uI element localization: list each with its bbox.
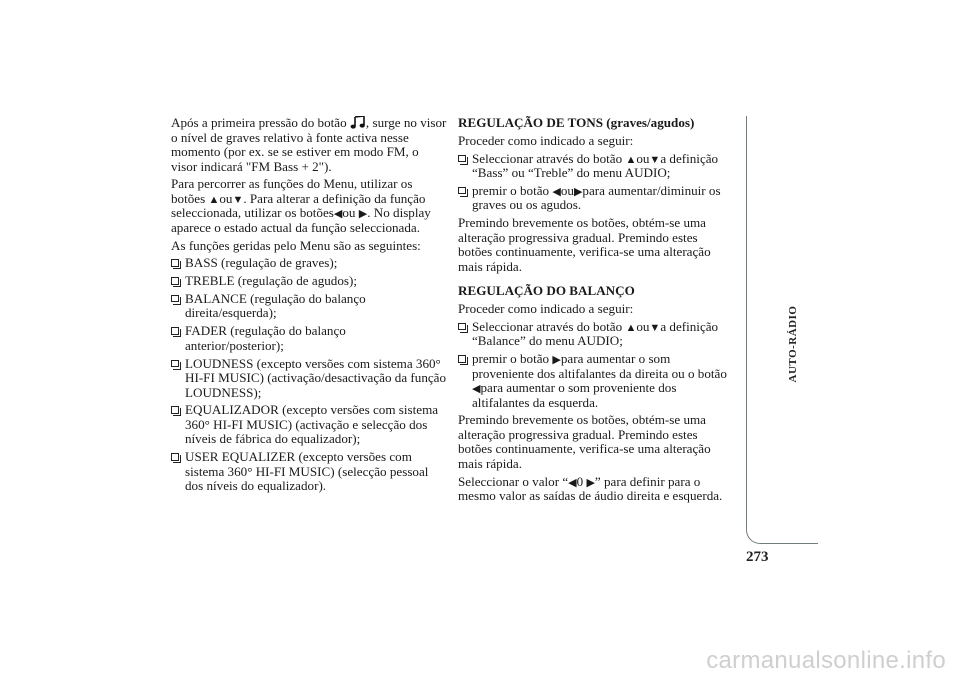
left-column bbox=[171, 116, 447, 497]
list-item-equalizador bbox=[171, 403, 447, 447]
list-item-loudness bbox=[171, 357, 447, 401]
section-heading-balanco: REGULAÇÃO DO BALANÇO bbox=[458, 283, 635, 299]
checkbox-bullet-icon bbox=[458, 355, 466, 363]
text-fragment: , surge no visor o nível de graves relativo à fonte activa nesse momento (por ex. se se estiver em modo FM, o visor indicará "FM Bass + 2"). bbox=[171, 115, 447, 174]
arrow-left-icon: ◀ bbox=[552, 185, 561, 198]
section-heading-tons: REGULAÇÃO DE TONS (graves/agudos) bbox=[458, 115, 695, 130]
list-item-text: BASS (regulação de graves); bbox=[185, 255, 338, 271]
checkbox-bullet-icon bbox=[458, 187, 466, 195]
music-note-icon bbox=[350, 116, 366, 129]
text-fragment: para aumentar o som proveniente dos altifalantes da esquerda. bbox=[472, 380, 677, 410]
arrow-up-icon: ▲ bbox=[208, 193, 220, 206]
page-number: 273 bbox=[746, 549, 769, 565]
section-side-label: AUTO-RÁDIO bbox=[787, 305, 799, 383]
text-fragment: ou bbox=[342, 205, 356, 221]
text-fragment: a definição “Balance” do menu AUDIO; bbox=[472, 318, 719, 349]
list-item-text: LOUDNESS (excepto versões com sistema 360° HI-FI MUSIC) (activação/desactivação da função LOUDNESS); bbox=[185, 355, 447, 400]
right-column bbox=[458, 116, 734, 507]
arrow-up-icon: ▲ bbox=[625, 321, 637, 334]
section-side-tab bbox=[746, 116, 818, 544]
balanco-zero-paragraph bbox=[458, 475, 734, 504]
list-item-text: TREBLE (regulação de agudos); bbox=[185, 273, 357, 289]
text-fragment: Para percorrer as funções do Menu, utilizar os botões bbox=[171, 176, 413, 206]
text-fragment: Seleccionar o valor “ bbox=[458, 473, 569, 489]
zero-value: 0 bbox=[576, 473, 584, 489]
arrow-left-icon: ◀ bbox=[472, 383, 481, 396]
text-fragment: premir o botão bbox=[472, 351, 550, 367]
arrow-down-icon: ▼ bbox=[232, 193, 244, 206]
checkbox-bullet-icon bbox=[171, 277, 179, 285]
arrow-right-icon: ▶ bbox=[358, 208, 368, 221]
arrow-right-icon: ▶ bbox=[586, 476, 595, 489]
text-fragment: ” para definir para o mesmo valor as saídas de áudio direita e esquerda. bbox=[458, 473, 723, 504]
text-fragment: Seleccionar através do botão bbox=[472, 318, 623, 334]
paragraph-functions-intro: As funções geridas pelo Menu são as seguintes: bbox=[171, 237, 421, 253]
text-fragment: . Para alterar a definição da função seleccionada, utilizar os botões bbox=[171, 190, 426, 221]
text-fragment: Seleccionar através do botão bbox=[472, 150, 623, 166]
arrow-left-icon: ◀ bbox=[333, 208, 343, 221]
text-fragment: ou bbox=[560, 182, 574, 198]
text-fragment: . No display aparece o estado actual da função seleccionada. bbox=[171, 205, 431, 235]
checkbox-bullet-icon bbox=[458, 155, 466, 163]
list-item-text: BALANCE (regulação do balanço direita/esquerda); bbox=[185, 290, 366, 321]
paragraph-first-press bbox=[171, 116, 447, 174]
arrow-right-icon: ▶ bbox=[573, 185, 583, 198]
list-item-text: FADER (regulação do balanço anterior/posterior); bbox=[185, 323, 346, 353]
list-item-treble bbox=[171, 274, 447, 289]
checkbox-bullet-icon bbox=[171, 453, 179, 461]
checkbox-bullet-icon bbox=[458, 323, 466, 331]
list-item-fader bbox=[171, 324, 447, 353]
text-fragment: para aumentar/diminuir os graves ou os agudos. bbox=[472, 182, 721, 213]
checkbox-bullet-icon bbox=[171, 360, 179, 368]
list-item-text: USER EQUALIZER (excepto versões com sistema 360° HI-FI MUSIC) (selecção pessoal dos níveis do equalizador). bbox=[185, 449, 429, 494]
tons-intro: Proceder como indicado a seguir: bbox=[458, 132, 634, 148]
list-item-bass bbox=[171, 256, 447, 271]
arrow-down-icon: ▼ bbox=[649, 153, 661, 166]
text-fragment: premir o botão bbox=[472, 182, 550, 198]
arrow-right-icon: ▶ bbox=[552, 354, 561, 367]
text-fragment: ou bbox=[219, 190, 233, 206]
balanco-intro: Proceder como indicado a seguir: bbox=[458, 300, 634, 316]
arrow-down-icon: ▼ bbox=[649, 321, 661, 334]
paragraph-menu-navigation bbox=[171, 177, 447, 235]
balanco-paragraph: Premindo brevemente os botões, obtém-se uma alteração progressiva gradual. Premindo estes botões continuamente, verifica-se uma alteração mais rápida. bbox=[458, 412, 711, 471]
tons-step-adjust bbox=[458, 184, 734, 213]
checkbox-bullet-icon bbox=[171, 327, 179, 335]
tons-paragraph: Premindo brevemente os botões, obtém-se uma alteração progressiva gradual. Premindo estes botões continuamente, verifica-se uma alteração mais rápida. bbox=[458, 215, 711, 274]
list-item-text: EQUALIZADOR (excepto versões com sistema 360° HI-FI MUSIC) (activação e selecção dos níveis de fábrica do equalizador); bbox=[185, 402, 439, 447]
arrow-left-icon: ◀ bbox=[568, 476, 577, 489]
list-item-balance bbox=[171, 292, 447, 321]
arrow-up-icon: ▲ bbox=[625, 153, 637, 166]
list-item-user-equalizer bbox=[171, 450, 447, 494]
checkbox-bullet-icon bbox=[171, 295, 179, 303]
text-fragment: ou bbox=[636, 150, 650, 166]
tons-step-select bbox=[458, 152, 734, 181]
text-fragment: a definição “Bass” ou “Treble” do menu AUDIO; bbox=[472, 150, 719, 181]
text-fragment: para aumentar o som proveniente dos altifalantes da direita ou o botão bbox=[472, 351, 727, 381]
balanco-step-adjust bbox=[458, 352, 734, 410]
text-fragment: Após a primeira pressão do botão bbox=[171, 115, 347, 130]
checkbox-bullet-icon bbox=[171, 406, 179, 414]
watermark: carmanualsonline.info bbox=[706, 647, 946, 674]
checkbox-bullet-icon bbox=[171, 259, 179, 267]
text-fragment: ou bbox=[636, 318, 650, 334]
balanco-step-select bbox=[458, 320, 734, 349]
